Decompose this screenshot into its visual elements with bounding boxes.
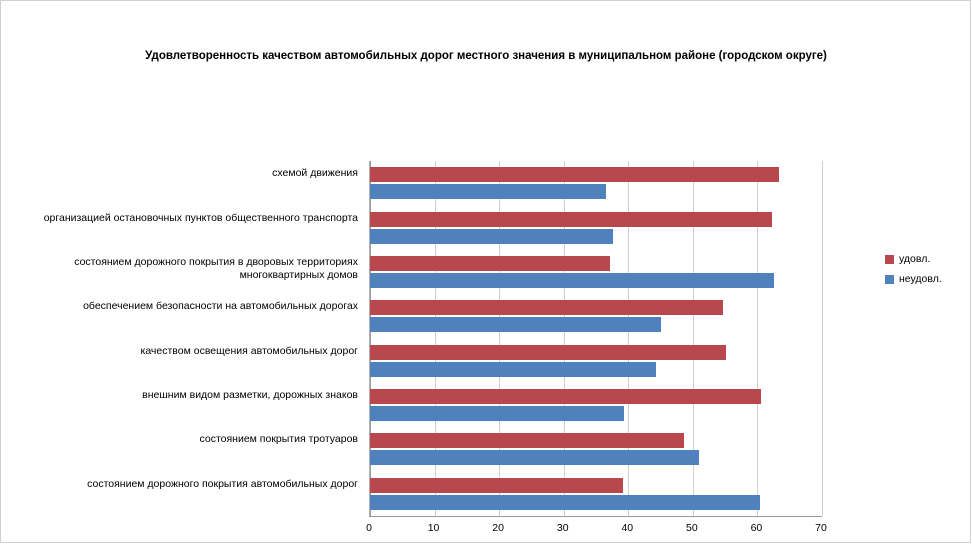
category-label: состоянием покрытия тротуаров bbox=[199, 433, 358, 446]
bar bbox=[370, 389, 761, 404]
x-tick-label: 70 bbox=[815, 522, 827, 534]
chart-title: Удовлетворенность качеством автомобильных дорог местного значения в муниципальном районе (городском округе) bbox=[145, 50, 827, 62]
x-tick-label: 10 bbox=[427, 522, 440, 534]
chart-legend bbox=[885, 251, 942, 291]
bar bbox=[370, 167, 779, 182]
plot-area bbox=[369, 161, 822, 516]
bar bbox=[370, 317, 661, 332]
x-axis-line bbox=[369, 516, 822, 517]
x-tick-label: 20 bbox=[492, 522, 504, 534]
category-label: схемой движения bbox=[272, 167, 358, 180]
bar bbox=[370, 256, 610, 271]
legend-swatch bbox=[885, 255, 894, 264]
legend-label: удовл. bbox=[899, 253, 931, 265]
x-tick-label: 50 bbox=[686, 522, 698, 534]
x-tick-label: 30 bbox=[556, 522, 569, 534]
bar bbox=[370, 450, 699, 465]
legend-label: неудовл. bbox=[899, 273, 942, 285]
bar bbox=[370, 229, 613, 244]
bar bbox=[370, 273, 774, 288]
x-tick-label: 0 bbox=[366, 522, 372, 534]
x-tick-label: 60 bbox=[750, 522, 763, 534]
bar bbox=[370, 433, 684, 448]
bar bbox=[370, 184, 606, 199]
legend-entry bbox=[885, 271, 942, 287]
bar bbox=[370, 478, 623, 493]
category-label: состоянием дорожного покрытия в дворовых территориях многоквартирных домов bbox=[74, 255, 358, 281]
bar bbox=[370, 345, 726, 360]
category-label: обеспечением безопасности на автомобильных дорогах bbox=[83, 300, 358, 313]
bar bbox=[370, 362, 656, 377]
category-label: внешним видом разметки, дорожных знаков bbox=[142, 389, 358, 402]
bar bbox=[370, 212, 772, 227]
bar bbox=[370, 406, 624, 421]
category-label: качеством освещения автомобильных дорог bbox=[140, 344, 358, 357]
bar bbox=[370, 300, 723, 315]
legend-swatch bbox=[885, 275, 894, 284]
category-label: состоянием дорожного покрытия автомобильных дорог bbox=[87, 477, 358, 490]
legend-entry bbox=[885, 251, 942, 267]
bar bbox=[370, 495, 760, 510]
gridline bbox=[822, 161, 823, 516]
x-tick-label: 40 bbox=[621, 522, 634, 534]
category-label: организацией остановочных пунктов общественного транспорта bbox=[43, 211, 358, 224]
